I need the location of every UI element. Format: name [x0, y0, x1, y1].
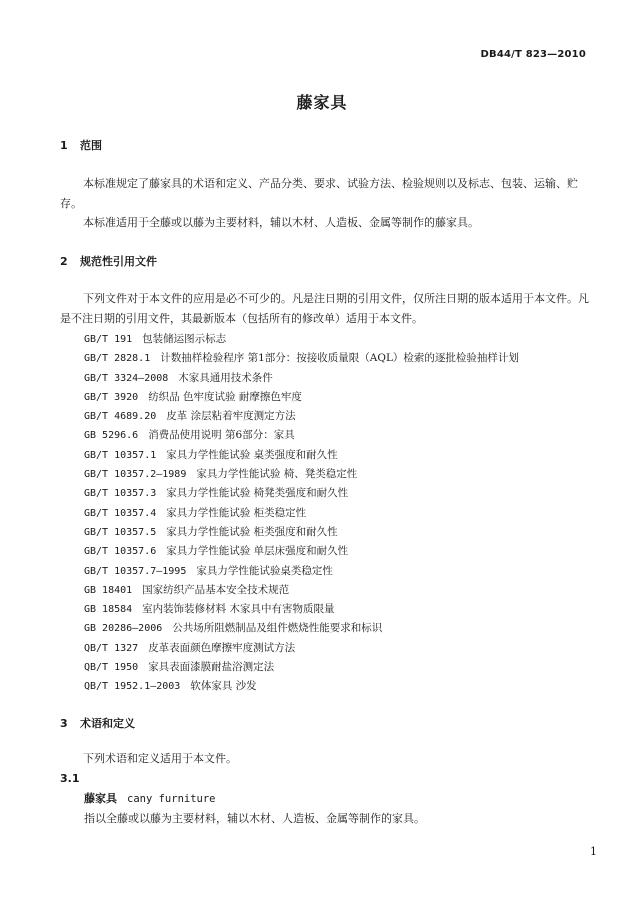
reference-code: GB 18401 [84, 584, 133, 596]
reference-item [84, 562, 519, 581]
reference-code: QB/T 1952.1—2003 [84, 681, 181, 693]
term-chinese: 藤家具 [84, 792, 117, 805]
reference-code: GB/T 10357.7—1995 [84, 565, 187, 577]
reference-item [84, 504, 519, 523]
reference-title: 软体家具 沙发 [190, 680, 257, 693]
section-heading-normative-refs [60, 253, 157, 269]
reference-item [84, 677, 519, 696]
reference-title: 家具力学性能试验桌类稳定性 [196, 564, 333, 577]
document-title: 藤家具 [296, 93, 348, 112]
reference-item [84, 388, 519, 407]
reference-item [84, 446, 519, 465]
reference-code: GB/T 191 [84, 334, 133, 345]
term-number: 3.1 [60, 772, 80, 785]
reference-item [84, 330, 519, 349]
reference-item [84, 484, 519, 503]
reference-title: 木家具通用技术条件 [178, 371, 273, 384]
section-title: 范围 [80, 139, 102, 152]
scope-paragraph-1: 本标准规定了藤家具的术语和定义、产品分类、要求、试验方法、检验规则以及标志、包装、运输、贮存。 [60, 177, 578, 210]
reference-item [84, 581, 519, 600]
reference-code: GB/T 10357.3 [84, 488, 157, 500]
reference-title: 国家纺织产品基本安全技术规范 [142, 583, 290, 596]
reference-title: 公共场所阻燃制品及组件燃烧性能要求和标识 [172, 622, 383, 635]
reference-code: GB/T 10357.5 [84, 526, 157, 538]
reference-title: 计数抽样检验程序 第1部分：按接收质量限（AQL）检索的逐批检验抽样计划 [160, 352, 519, 365]
section-title: 规范性引用文件 [80, 255, 157, 268]
reference-item [84, 407, 519, 426]
reference-item [84, 426, 519, 445]
terms-intro: 下列术语和定义适用于本文件。 [83, 752, 237, 765]
section-number: 1 [60, 139, 68, 152]
reference-code: GB 20286—2006 [84, 623, 163, 635]
reference-code: GB/T 3324—2008 [84, 372, 169, 384]
reference-item [84, 542, 519, 561]
reference-title: 家具力学性能试验 柜类强度和耐久性 [166, 525, 338, 538]
reference-code: GB 5296.6 [84, 430, 139, 442]
scope-paragraph-2: 本标准适用于全藤或以藤为主要材料，辅以木材、人造板、金属等制作的藤家具。 [83, 216, 479, 229]
reference-title: 家具力学性能试验 桌类强度和耐久性 [166, 448, 338, 461]
reference-code: GB/T 10357.2—1989 [84, 469, 187, 481]
term-english: cany furniture [127, 793, 216, 805]
reference-item [84, 523, 519, 542]
reference-code: GB/T 10357.1 [84, 449, 157, 461]
reference-code: GB 18584 [84, 604, 133, 616]
reference-title: 家具表面漆膜耐盐浴测定法 [148, 661, 275, 674]
reference-code: GB/T 10357.4 [84, 507, 157, 519]
normative-refs-intro: 下列文件对于本文件的应用是必不可少的。凡是注日期的引用文件，仅所注日期的版本适用于本文件。凡是不注日期的引用文件，其最新版本（包括所有的修改单）适用于本文件。 [60, 292, 589, 325]
reference-code: QB/T 1327 [84, 642, 139, 654]
reference-list [84, 330, 519, 697]
reference-item [84, 600, 519, 619]
reference-item [84, 465, 519, 484]
reference-title: 家具力学性能试验 柜类稳定性 [166, 506, 307, 519]
standard-code: DB44/T 823—2010 [480, 49, 586, 60]
reference-title: 家具力学性能试验 椅凳类强度和耐久性 [166, 487, 349, 500]
term-definition: 指以全藤或以藤为主要材料，辅以木材、人造板、金属等制作的家具。 [84, 812, 425, 825]
section-heading-scope [60, 137, 102, 153]
section-heading-terms [60, 715, 135, 731]
page-number: 1 [590, 845, 597, 858]
reference-code: QB/T 1950 [84, 662, 139, 674]
reference-title: 家具力学性能试验 单层床强度和耐久性 [166, 545, 349, 558]
reference-code: GB/T 4689.20 [84, 411, 157, 423]
section-number: 3 [60, 717, 68, 730]
reference-item [84, 349, 519, 368]
reference-title: 皮革表面颜色摩擦牢度测试方法 [148, 641, 296, 654]
reference-item [84, 658, 519, 677]
section-number: 2 [60, 255, 68, 268]
reference-title: 消费品使用说明 第6部分：家具 [148, 429, 295, 442]
reference-title: 纺织品 色牢度试验 耐摩擦色牢度 [148, 390, 302, 403]
reference-code: GB/T 3920 [84, 391, 139, 403]
reference-code: GB/T 2828.1 [84, 353, 151, 365]
section-title: 术语和定义 [80, 717, 135, 730]
reference-code: GB/T 10357.6 [84, 546, 157, 558]
reference-title: 家具力学性能试验 椅、凳类稳定性 [196, 468, 358, 481]
reference-item [84, 619, 519, 638]
reference-item [84, 369, 519, 388]
reference-title: 包装储运图示标志 [142, 333, 227, 345]
reference-title: 皮革 涂层粘着牢度测定方法 [166, 410, 296, 423]
reference-item [84, 639, 519, 658]
reference-title: 室内装饰装修材料 木家具中有害物质限量 [142, 603, 335, 616]
term-entry [84, 790, 216, 806]
